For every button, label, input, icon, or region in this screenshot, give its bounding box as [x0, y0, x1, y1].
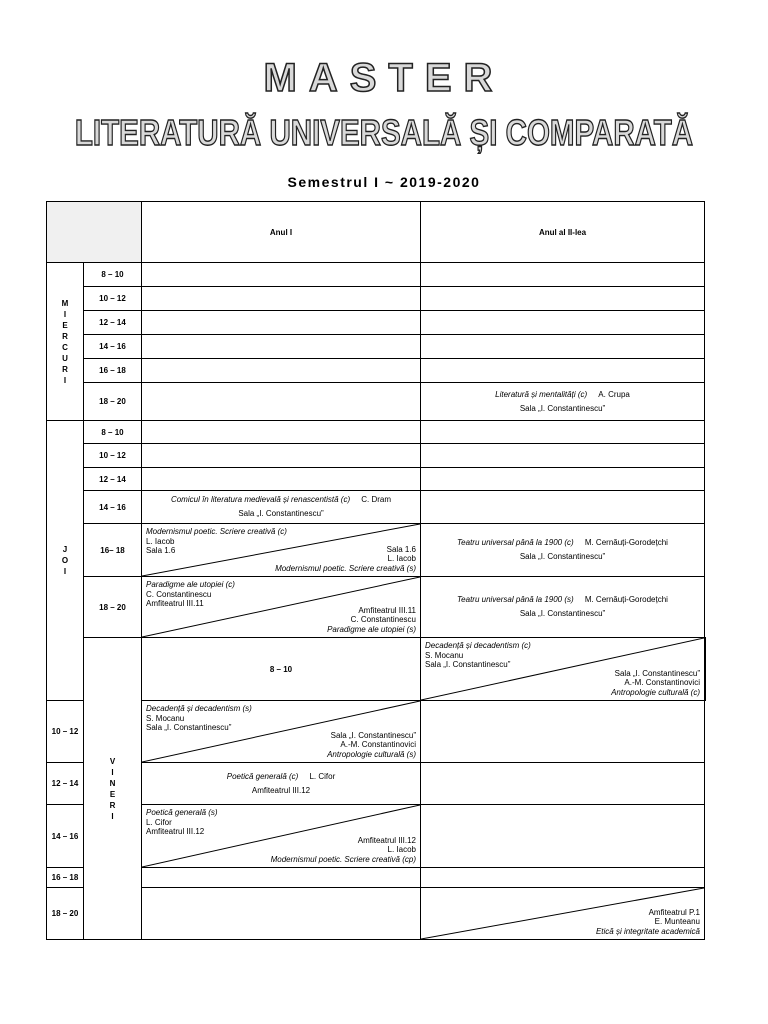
day-letters: V I N E R I [109, 756, 116, 821]
day-label-friday [84, 638, 142, 940]
time-slot: 16– 18 [84, 524, 142, 577]
teacher-name: L. Iacob [146, 536, 175, 546]
table-row [47, 311, 706, 335]
room-name: Sala „I. Constantinescu” [519, 609, 606, 618]
room-name: Amfiteatrul III.12 [357, 835, 416, 845]
split-course-cell [142, 577, 421, 638]
course-name: Modernismul poetic. Scriere creativă (s) [275, 563, 416, 573]
day-letters: J O I [61, 545, 69, 576]
teacher-name: L. Cifor [146, 817, 172, 827]
empty-cell [421, 868, 705, 888]
course-name: Antropologie culturală (s) [327, 749, 416, 759]
page-title: MASTER [263, 56, 505, 100]
table-row [47, 805, 706, 868]
course-name: Comicul în literatura medievală și renascentistă (c) [170, 495, 351, 504]
time-slot: 18 – 20 [84, 577, 142, 638]
room-name: Amfiteatrul III.11 [146, 599, 204, 608]
table-row [47, 263, 706, 287]
semester-label: Semestrul I ~ 2019-2020 [287, 174, 481, 190]
room-name: Sala „I. Constantinescu” [146, 723, 232, 732]
empty-cell [142, 311, 421, 335]
teacher-name: L. Iacob [387, 845, 416, 854]
empty-cell [421, 701, 705, 763]
empty-cell [421, 359, 705, 383]
course-bottom [327, 606, 416, 635]
empty-cell [421, 311, 705, 335]
time-slot: 14 – 16 [84, 335, 142, 359]
teacher-name: C. Constantinescu [146, 589, 212, 599]
empty-cell [421, 287, 705, 311]
empty-cell [705, 638, 706, 701]
course-name: Paradigme ale utopiei (c) [146, 580, 235, 589]
course-bottom [271, 836, 416, 865]
empty-cell [142, 468, 421, 491]
course-cell [421, 383, 705, 421]
teacher-name: C. Constantinescu [350, 615, 416, 624]
teacher-name: E. Munteanu [654, 917, 700, 926]
time-slot: 18 – 20 [84, 383, 142, 421]
course-name: Poetică generală (s) [146, 808, 218, 817]
room-name: Sala „I. Constantinescu” [519, 552, 606, 561]
empty-cell [142, 868, 421, 888]
time-slot: 16 – 18 [47, 868, 84, 888]
time-slot: 12 – 14 [47, 763, 84, 805]
header-row [47, 202, 706, 263]
course-top [146, 808, 218, 837]
teacher-name: S. Mocanu [425, 650, 464, 660]
split-course-cell [142, 524, 421, 577]
course-name: Literatură și mentalități (c) [495, 389, 588, 399]
teacher-name: A.-M. Constantinovici [340, 740, 416, 749]
teacher-name: M. Cernăuți-Gorodețchi [584, 538, 668, 547]
course-name: Poetică generală (c) [226, 771, 299, 781]
teacher-name: L. Iacob [387, 554, 416, 563]
room-name: Sala „I. Constantinescu” [519, 403, 606, 413]
table-row [47, 383, 706, 421]
table-row [47, 524, 706, 577]
time-slot: 12 – 14 [84, 311, 142, 335]
empty-cell [421, 805, 705, 868]
table-row [47, 577, 706, 638]
course-name: Decadență și decadentism (c) [425, 641, 531, 650]
teacher-name: A. Crupa [598, 389, 630, 399]
empty-cell [142, 383, 421, 421]
empty-cell [142, 888, 421, 940]
table-row [47, 491, 706, 524]
day-label-wednesday [47, 263, 84, 421]
course-name: Modernismul poetic. Scriere creativă (c) [146, 527, 287, 536]
course-name: Modernismul poetic. Scriere creativă (cp) [270, 854, 416, 864]
empty-cell [421, 421, 705, 444]
course-name: Paradigme ale utopiei (s) [327, 624, 416, 634]
room-name: Sala „I. Constantinescu” [238, 509, 324, 518]
time-slot: 14 – 16 [47, 805, 84, 868]
split-course-cell [142, 805, 421, 868]
empty-cell [142, 287, 421, 311]
room-name: Amfiteatrul III.11 [358, 605, 416, 615]
table-row [47, 701, 706, 763]
column-header-year2: Anul al II-lea [421, 202, 705, 263]
empty-cell [421, 444, 705, 468]
empty-cell [142, 263, 421, 287]
table-row [47, 287, 706, 311]
course-name: Etică și integritate academică [595, 926, 700, 936]
split-course-cell [421, 638, 705, 701]
empty-cell [142, 335, 421, 359]
room-name: Amfiteatrul III.12 [146, 827, 205, 836]
course-bottom [275, 545, 416, 574]
course-cell [142, 491, 421, 524]
split-course-cell [142, 701, 421, 763]
schedule-table [46, 201, 706, 940]
time-slot: 16 – 18 [84, 359, 142, 383]
table-row [47, 638, 706, 701]
course-top [146, 527, 287, 556]
time-slot: 8 – 10 [84, 421, 142, 444]
column-header-year1: Anul I [142, 202, 421, 263]
course-name: Decadență și decadentism (s) [146, 704, 252, 713]
time-slot: 8 – 10 [142, 638, 421, 701]
table-row [47, 444, 706, 468]
room-name: Sala „I. Constantinescu” [425, 660, 511, 669]
header-blank-cell [47, 202, 142, 263]
room-name: Sala „I. Constantinescu” [614, 668, 700, 678]
time-slot: 18 – 20 [47, 888, 84, 940]
room-name: Sala 1.6 [386, 544, 416, 554]
course-name: Teatru universal până la 1900 (c) [457, 538, 574, 547]
course-cell [421, 577, 705, 638]
empty-cell [142, 359, 421, 383]
table-row [47, 359, 706, 383]
table-row [47, 468, 706, 491]
table-row [47, 421, 706, 444]
course-name: Antropologie culturală (c) [611, 687, 700, 697]
room-name: Sala „I. Constantinescu” [330, 730, 416, 740]
day-letters: M I E R C U R I [61, 298, 69, 385]
table-row [47, 888, 706, 940]
time-slot: 12 – 14 [84, 468, 142, 491]
time-slot: 14 – 16 [84, 491, 142, 524]
course-cell [421, 524, 705, 577]
course-name: Teatru universal până la 1900 (s) [457, 595, 574, 604]
empty-cell [421, 763, 705, 805]
split-course-cell [421, 888, 705, 940]
course-bottom [596, 908, 700, 937]
teacher-name: A.-M. Constantinovici [624, 678, 700, 687]
room-name: Amfiteatrul III.12 [251, 785, 311, 795]
day-label-thursday [47, 421, 84, 701]
empty-cell [421, 468, 705, 491]
table-row [47, 763, 706, 805]
time-slot: 10 – 12 [84, 444, 142, 468]
program-title: LITERATURĂ UNIVERSALĂ ȘI COMPARATĂ [74, 112, 694, 153]
teacher-name: L. Cifor [309, 771, 336, 781]
course-top [146, 704, 252, 733]
empty-cell [421, 491, 705, 524]
course-cell [142, 763, 421, 805]
empty-cell [142, 444, 421, 468]
room-name: Sala 1.6 [146, 546, 176, 555]
teacher-name: C. Dram [361, 495, 392, 504]
course-bottom [327, 731, 416, 760]
course-top [146, 580, 235, 609]
course-top [425, 641, 531, 670]
empty-cell [421, 263, 705, 287]
table-row [47, 868, 706, 888]
empty-cell [421, 335, 705, 359]
teacher-name: S. Mocanu [146, 713, 185, 723]
room-name: Amfiteatrul P.1 [648, 907, 700, 917]
course-bottom [611, 669, 700, 698]
time-slot: 10 – 12 [47, 701, 84, 763]
empty-cell [142, 421, 421, 444]
table-row [47, 335, 706, 359]
teacher-name: M. Cernăuți-Gorodețchi [584, 595, 668, 604]
time-slot: 8 – 10 [84, 263, 142, 287]
time-slot: 10 – 12 [84, 287, 142, 311]
